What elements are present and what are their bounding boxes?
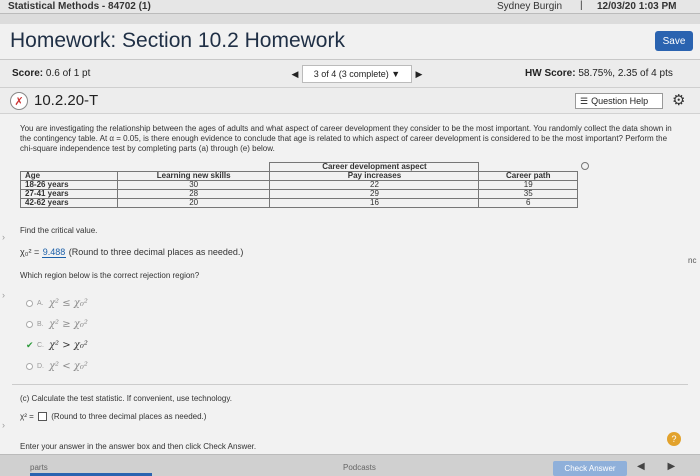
footer-instruction: Enter your answer in the answer box and then click Check Answer.	[20, 442, 257, 451]
score	[12, 68, 90, 79]
contingency-table	[20, 162, 578, 208]
table-cell: 18-26 years	[21, 181, 118, 190]
table-cell: 42-62 years	[21, 199, 118, 208]
table-cell: 27-41 years	[21, 190, 118, 199]
question-number: 10.2.20-T	[34, 92, 99, 109]
side-arrow-icon: ›	[2, 232, 5, 242]
question-content	[0, 114, 700, 454]
partc-note: (Round to three decimal places as needed.)	[51, 412, 207, 421]
option-letter: D.	[37, 363, 44, 370]
table-header-career: Career path	[479, 172, 578, 181]
option-letter: B.	[37, 321, 44, 328]
table-header-pay: Pay increases	[270, 172, 479, 181]
option-b[interactable]	[26, 319, 88, 330]
critical-answer-line	[20, 247, 243, 257]
user-name[interactable]: Sydney Burgin	[497, 1, 563, 12]
question-navigator	[288, 64, 426, 84]
page-title: Homework: Section 10.2 Homework	[10, 29, 345, 52]
radio-b[interactable]	[26, 321, 33, 328]
radio-d[interactable]	[26, 363, 33, 370]
option-c[interactable]	[26, 340, 88, 351]
table-cell: 35	[479, 190, 578, 199]
question-intro: You are investigating the relationship between the ages of adults and what aspect of career development they consider to be the most important. You randomly collect the data shown in the contingency table. At α = 0.05, is there enough evidence to conclude that age is related to which aspect of career development is considered to be the most important? Perform the chi-square independence test by completing parts (a) through (e) below.	[20, 124, 672, 153]
check-answer-button[interactable]: Check Answer	[553, 461, 627, 476]
critical-note: (Round to three decimal places as needed.)	[68, 247, 244, 257]
critical-lhs: χ₀² =	[20, 247, 40, 257]
question-help-button[interactable]	[575, 93, 663, 109]
partc-prompt: (c) Calculate the test statistic. If convenient, use technology.	[20, 394, 232, 403]
rejection-prompt: Which region below is the correct rejection region?	[20, 271, 200, 280]
table-cell: 19	[479, 181, 578, 190]
question-select[interactable]: 3 of 4 (3 complete) ▼	[302, 65, 412, 83]
bottom-bar	[0, 454, 700, 476]
side-arrow-icon: ›	[2, 290, 5, 300]
table-cell: 6	[479, 199, 578, 208]
check-icon: ✔	[26, 340, 34, 350]
divider	[12, 384, 688, 385]
table-row	[21, 181, 578, 190]
table-group-header: Career development aspect	[270, 163, 479, 172]
critical-prompt: Find the critical value.	[20, 226, 98, 235]
option-expression: χ² > χ₀²	[49, 340, 88, 351]
table-row	[21, 190, 578, 199]
partc-lhs: χ² =	[20, 412, 34, 421]
critical-answer[interactable]: 9.488	[42, 247, 66, 257]
option-expression: χ² ≥ χ₀²	[49, 319, 88, 330]
option-d[interactable]	[26, 361, 88, 372]
option-expression: χ² ≤ χ₀²	[49, 298, 88, 309]
table-cell: 28	[117, 190, 270, 199]
table-cell: 22	[270, 181, 479, 190]
parts-label[interactable]: parts	[30, 463, 48, 472]
datetime: 12/03/20 1:03 PM	[597, 1, 677, 12]
test-statistic-input[interactable]	[38, 412, 47, 421]
table-cell: 29	[270, 190, 479, 199]
separator: |	[580, 0, 583, 11]
radio-a[interactable]	[26, 300, 33, 307]
menu-icon: ☰	[580, 95, 589, 106]
hw-score-value: 58.75%, 2.35 of 4 pts	[578, 68, 673, 79]
table-row	[21, 199, 578, 208]
table-cell: 16	[270, 199, 479, 208]
hw-score	[525, 68, 673, 79]
score-label: Score:	[12, 68, 44, 79]
incorrect-status-icon: ✗	[10, 92, 28, 110]
table-cell: 30	[117, 181, 270, 190]
question-bar	[0, 88, 700, 114]
partc-answer-line	[20, 412, 206, 421]
prev-question-arrow-icon[interactable]: ◀	[291, 68, 299, 79]
nav-arrows-icon[interactable]: ◀ ▶	[637, 461, 686, 472]
score-value: 0.6 of 1 pt	[45, 68, 91, 79]
table-header-skills: Learning new skills	[117, 172, 270, 181]
table-header-age: Age	[21, 172, 118, 181]
option-letter: C.	[37, 342, 44, 349]
question-help-label: Question Help	[591, 96, 649, 106]
option-letter: A.	[37, 300, 44, 307]
podcasts-label[interactable]: Podcasts	[343, 463, 376, 472]
table-info-icon[interactable]	[581, 162, 589, 170]
help-icon[interactable]: ?	[667, 432, 681, 446]
next-question-arrow-icon[interactable]: ▶	[415, 68, 423, 79]
side-text: nc	[688, 256, 697, 265]
gear-icon[interactable]: ⚙	[672, 92, 686, 109]
score-bar	[0, 60, 700, 88]
table-cell: 20	[117, 199, 270, 208]
side-arrow-icon: ›	[2, 420, 5, 430]
option-expression: χ² < χ₀²	[49, 361, 88, 372]
system-bar	[0, 0, 700, 14]
option-a[interactable]	[26, 298, 88, 309]
homework-header	[0, 24, 700, 60]
hw-score-label: HW Score:	[525, 68, 576, 79]
course-title: Statistical Methods - 84702 (1)	[8, 1, 151, 12]
save-button[interactable]: Save	[655, 31, 693, 51]
